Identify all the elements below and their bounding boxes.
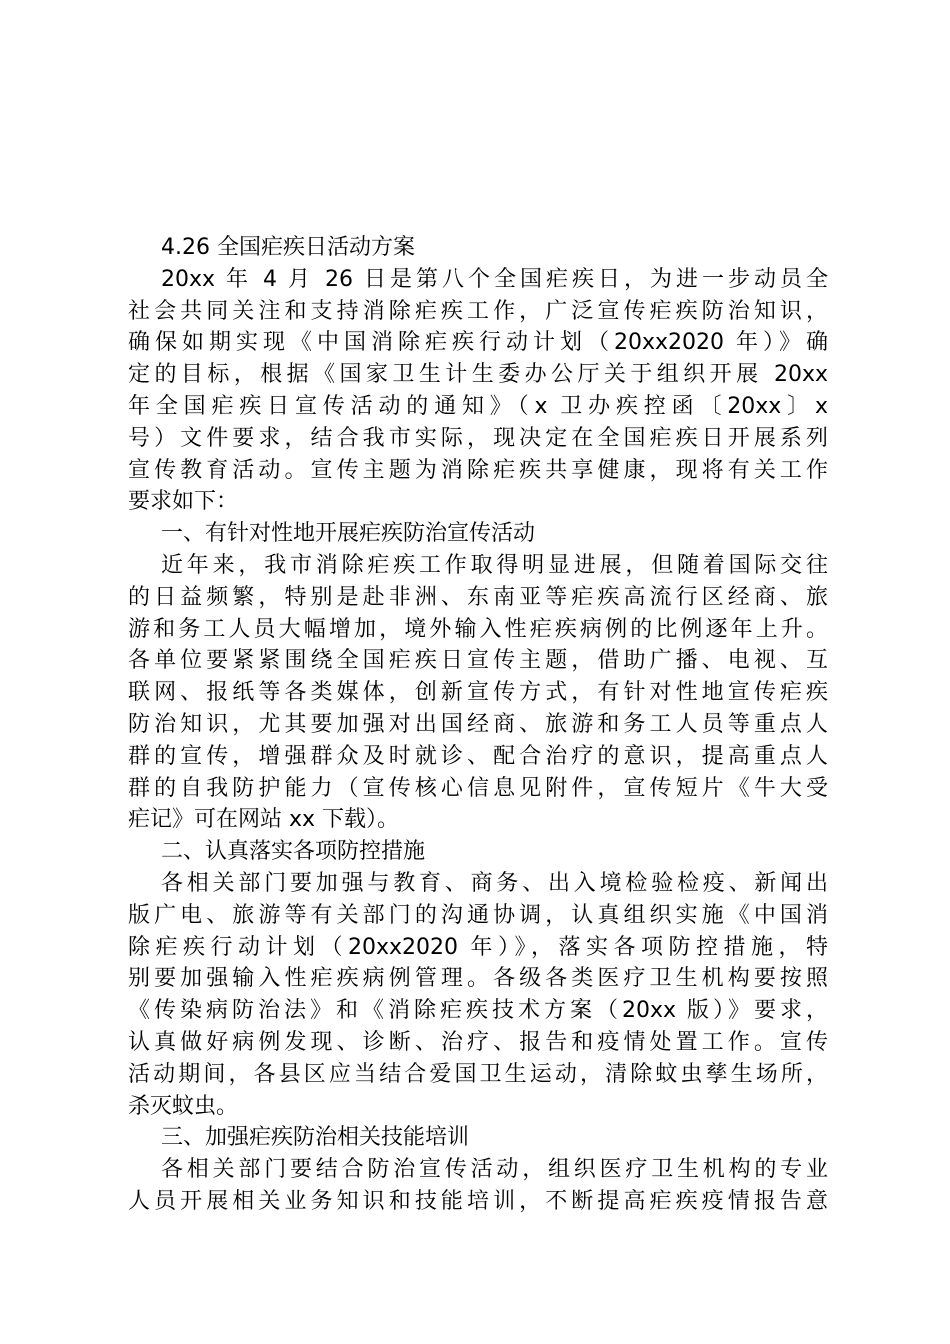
paragraph-line: 定的目标，根据《国家卫生计生委办公厅关于组织开展 20xx: [128, 362, 828, 388]
paragraph-line: 活动期间，各县区应当结合爱国卫生运动，清除蚊虫孳生场所，: [128, 1061, 828, 1087]
paragraph-line: 号）文件要求，结合我市实际，现决定在全国疟疾日开展系列: [128, 425, 828, 451]
paragraph-line: 防治知识，尤其要加强对出国经商、旅游和务工人员等重点人: [128, 711, 828, 737]
paragraph-line: 群的自我防护能力（宣传核心信息见附件，宣传短片《牛大受: [128, 775, 828, 801]
paragraph-line: 年全国疟疾日宣传活动的通知》（x 卫办疾控函〔20xx〕x: [128, 393, 828, 419]
paragraph-line: 确保如期实现《中国消除疟疾行动计划（20xx2020 年）》确: [128, 330, 828, 356]
paragraph-line: 联网、报纸等各类媒体，创新宣传方式，有针对性地宣传疟疾: [128, 680, 828, 706]
paragraph-line: 杀灭蚊虫。: [128, 1093, 239, 1119]
document-body: [128, 232, 828, 1218]
paragraph-line: 群的宣传，增强群众及时就诊、配合治疗的意识，提高重点人: [128, 743, 828, 769]
paragraph-line: 疟记》可在网站 xx 下载）。: [128, 807, 400, 833]
paragraph-line: 社会共同关注和支持消除疟疾工作，广泛宣传疟疾防治知识，: [128, 298, 828, 324]
paragraph-line: 版广电、旅游等有关部门的沟通协调，认真组织实施《中国消: [128, 902, 828, 928]
paragraph-line: 游和务工人员大幅增加，境外输入性疟疾病例的比例逐年上升。: [128, 616, 828, 642]
paragraph-line: 各相关部门要结合防治宣传活动，组织医疗卫生机构的专业: [161, 1157, 828, 1183]
paragraph-line: 各相关部门要加强与教育、商务、出入境检验检疫、新闻出: [161, 870, 828, 896]
section-heading: 二、认真落实各项防控措施: [161, 839, 426, 865]
paragraph-line: 20xx 年 4 月 26 日是第八个全国疟疾日，为进一步动员全: [161, 266, 828, 292]
document-title: 4.26 全国疟疾日活动方案: [161, 235, 415, 260]
paragraph-line: 《传染病防治法》和《消除疟疾技术方案（20xx 版）》要求，: [128, 998, 828, 1024]
paragraph-line: 宣传教育活动。宣传主题为消除疟疾共享健康，现将有关工作: [128, 457, 828, 483]
paragraph-line: 认真做好病例发现、诊断、治疗、报告和疫情处置工作。宣传: [128, 1029, 828, 1055]
paragraph-line: 除疟疾行动计划（20xx2020 年）》，落实各项防控措施，特: [128, 934, 828, 960]
section-heading: 三、加强疟疾防治相关技能培训: [161, 1125, 470, 1151]
paragraph-line: 别要加强输入性疟疾病例管理。各级各类医疗卫生机构要按照: [128, 966, 828, 992]
paragraph-line: 人员开展相关业务知识和技能培训，不断提高疟疾疫情报告意: [128, 1188, 828, 1214]
paragraph-line: 要求如下：: [128, 489, 239, 515]
section-heading: 一、有针对性地开展疟疾防治宣传活动: [161, 521, 536, 547]
paragraph-line: 的日益频繁，特别是赴非洲、东南亚等疟疾高流行区经商、旅: [128, 584, 828, 610]
paragraph-line: 各单位要紧紧围绕全国疟疾日宣传主题，借助广播、电视、互: [128, 648, 828, 674]
paragraph-line: 近年来，我市消除疟疾工作取得明显进展，但随着国际交往: [161, 552, 828, 578]
